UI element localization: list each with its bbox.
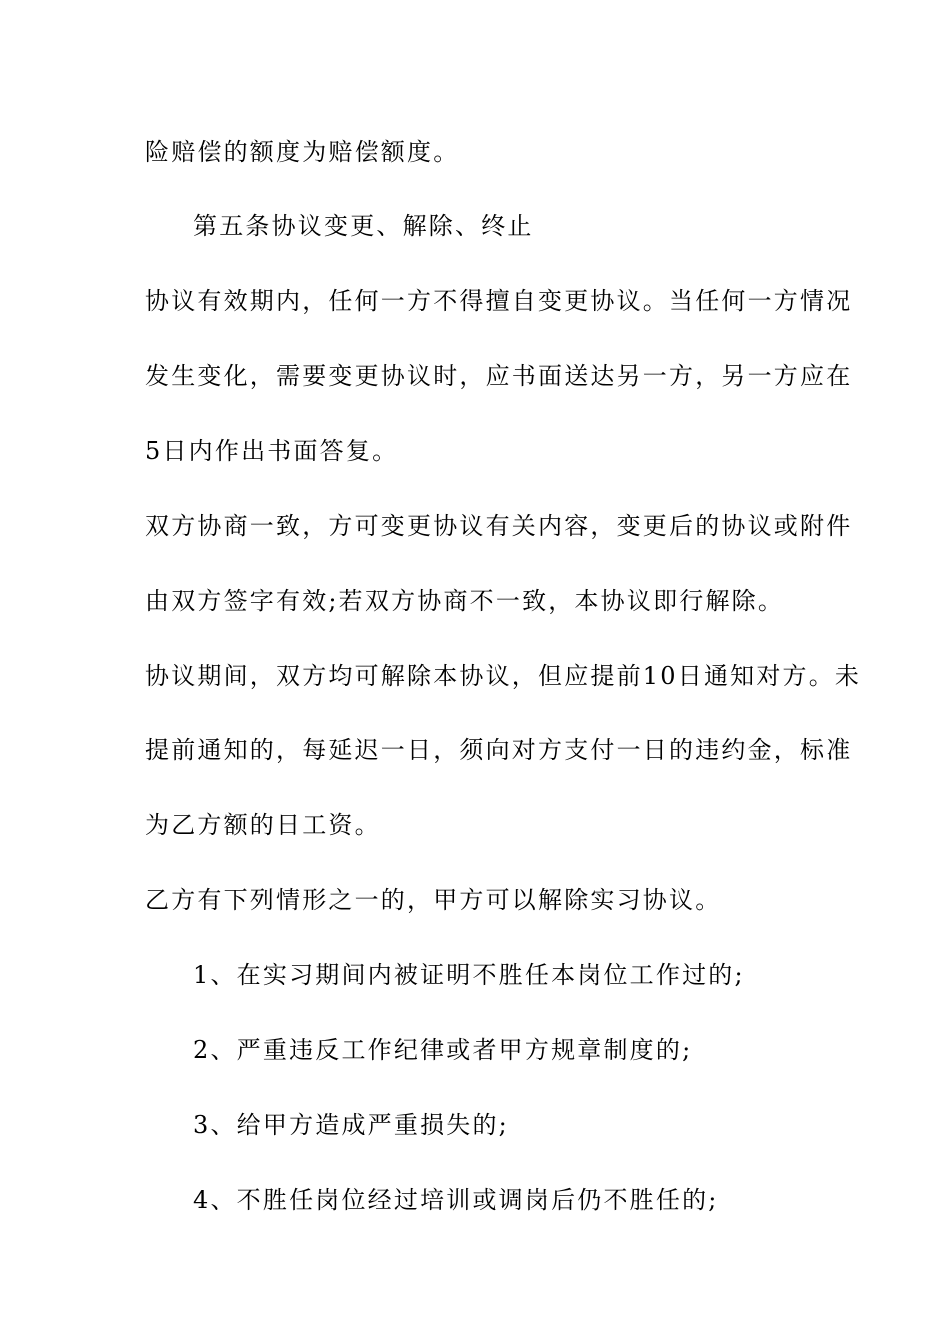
paragraph-line: 由双方签字有效;若双方协商不一致，本协议即行解除。 [145,587,785,615]
paragraph-line: 双方协商一致，方可变更协议有关内容，变更后的协议或附件 [145,512,853,540]
list-item: 1、在实习期间内被证明不胜任本岗位工作过的; [193,961,745,989]
paragraph-line: 为乙方额的日工资。 [145,811,381,839]
paragraph-line: 提前通知的，每延迟一日，须向对方支付一日的违约金，标准 [145,736,853,764]
paragraph-line: 乙方有下列情形之一的，甲方可以解除实习协议。 [145,886,722,914]
list-item: 4、不胜任岗位经过培训或调岗后仍不胜任的; [193,1186,719,1214]
section-heading: 第五条协议变更、解除、终止 [193,212,534,240]
paragraph-line: 协议期间，双方均可解除本协议，但应提前10日通知对方。未 [145,662,862,690]
paragraph-line: 5日内作出书面答复。 [145,437,399,465]
list-item: 3、给甲方造成严重损失的; [193,1111,509,1139]
paragraph-line: 协议有效期内，任何一方不得擅自变更协议。当任何一方情况 [145,287,853,315]
paragraph-line: 险赔偿的额度为赔偿额度。 [145,138,460,166]
list-item: 2、严重违反工作纪律或者甲方规章制度的; [193,1036,693,1064]
paragraph-line: 发生变化，需要变更协议时，应书面送达另一方，另一方应在 [145,362,853,390]
